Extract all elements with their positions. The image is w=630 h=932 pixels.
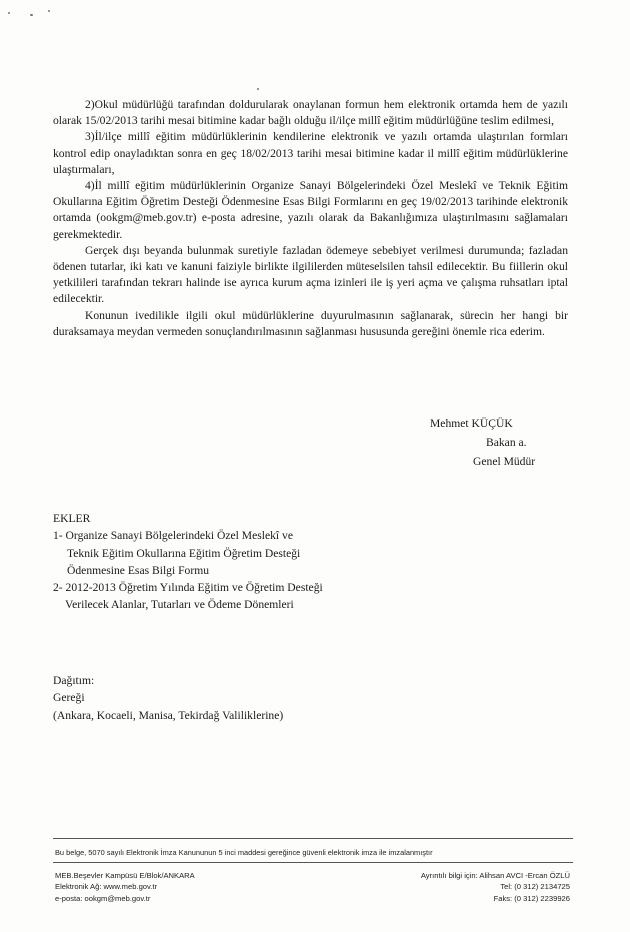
footer-fax: Faks: (0 312) 2239926 — [493, 893, 570, 903]
attachment-2-line-2: Verilecek Alanlar, Tutarları ve Ödeme Dönemleri — [65, 598, 294, 612]
attachments-heading: EKLER — [53, 512, 91, 525]
esign-note: Bu belge, 5070 sayılı Elektronik İmza Kanununun 5 inci maddesi gereğince güvenli elektronik imza ile imzalanmıştır — [55, 848, 433, 857]
paragraph-closing: Konunun ivedilikle ilgili okul müdürlüklerine duyurulmasının sağlanarak, sürecin her hangi bir duraksamaya meydan vermeden sonuçlandırılmasının sağlanması hususunda gereğini önemle rica ederim. — [53, 308, 568, 338]
signatory-name: Mehmet KÜÇÜK — [430, 417, 513, 430]
footer-address: MEB.Beşevler Kampüsü E/Blok/ANKARA — [55, 871, 195, 880]
paragraph-4: 4)İl millî eğitim müdürlüklerinin Organize Sanayi Bölgelerindeki Özel Meslekî ve Teknik Eğitim Okullarına Eğitim Öğretim Desteği Ödenmesine Esas Bilgi Formlarını en geç 19/02/2013 tarihinde elektronik ortamda (ookgm@meb.gov.tr) e-posta adresine, yazılı olarak da Bakanlığımıza ulaştırılmasını sağlamaları gerekmektedir. — [53, 179, 568, 241]
signatory-title-2: Genel Müdür — [473, 455, 536, 468]
attachment-1-line-2: Teknik Eğitim Okullarına Eğitim Öğretim Desteği — [67, 546, 301, 560]
signatory-title-1: Bakan a. — [486, 436, 527, 449]
paragraph-3: 3)İl/ilçe millî eğitim müdürlüklerinin kendilerine elektronik ve yazılı ortamda ulaştırılan formları kontrol edip onayladıktan sonra en geç 18/02/2013 tarihi mesai bitimine kadar il millî eğitim müdürlüklerine ulaştırmaları, — [53, 130, 568, 176]
distribution — [53, 672, 453, 724]
attachment-1-line-3: Ödenmesine Esas Bilgi Formu — [67, 563, 210, 577]
footer-divider-bottom — [53, 862, 573, 863]
footer-contact-block — [300, 870, 570, 904]
scan-speck — [257, 88, 259, 90]
footer-contact: Ayrıntılı bilgi için: Alihsan AVCI -Ercan ÖZLÜ — [420, 871, 570, 880]
footer-tel: Tel: (0 312) 2134725 — [500, 882, 570, 892]
paragraph-2: 2)Okul müdürlüğü tarafından doldurularak onaylanan formun hem elektronik ortamda hem de yazılı olarak 15/02/2013 tarihi mesai bitimine kadar bağlı olduğu il/ilçe millî eğitim müdürlüğüne teslim edilmesi, — [53, 98, 568, 128]
signature-block — [430, 414, 600, 471]
footer-email: e-posta: ookgm@meb.gov.tr — [55, 893, 151, 903]
distribution-line-1: Gereği — [53, 691, 85, 705]
scan-speck — [48, 10, 50, 12]
footer-address-block — [55, 870, 315, 904]
attachments — [53, 510, 453, 614]
paragraph-warning: Gerçek dışı beyanda bulunmak suretiyle fazladan ödemeye sebebiyet verilmesi durumunda; fazladan ödenen tutarlar, iki katı ve kanuni faiziyle birlikte ilgililerden müteselsilen tahsil edilecektir. Bu fiillerin okul yetkilileri tarafından tekrarı halinde ise ayrıca kurum açma izinleri ile iş yeri açma ve çalışma ruhsatları iptal edilecektir. — [53, 243, 568, 306]
footer-divider-top — [53, 838, 573, 839]
attachment-1-line-1: 1- Organize Sanayi Bölgelerindeki Özel Meslekî ve — [53, 529, 293, 543]
attachment-2-line-1: 2- 2012-2013 Öğretim Yılında Eğitim ve Öğretim Desteği — [53, 581, 323, 595]
scan-speck — [30, 14, 33, 16]
scan-speck — [8, 12, 10, 14]
distribution-line-2: (Ankara, Kocaeli, Manisa, Tekirdağ Valiliklerine) — [53, 708, 284, 722]
letter-body — [53, 97, 568, 340]
distribution-heading: Dağıtım: — [53, 674, 95, 687]
footer-web: Elektronik Ağ: www.meb.gov.tr — [55, 882, 157, 892]
